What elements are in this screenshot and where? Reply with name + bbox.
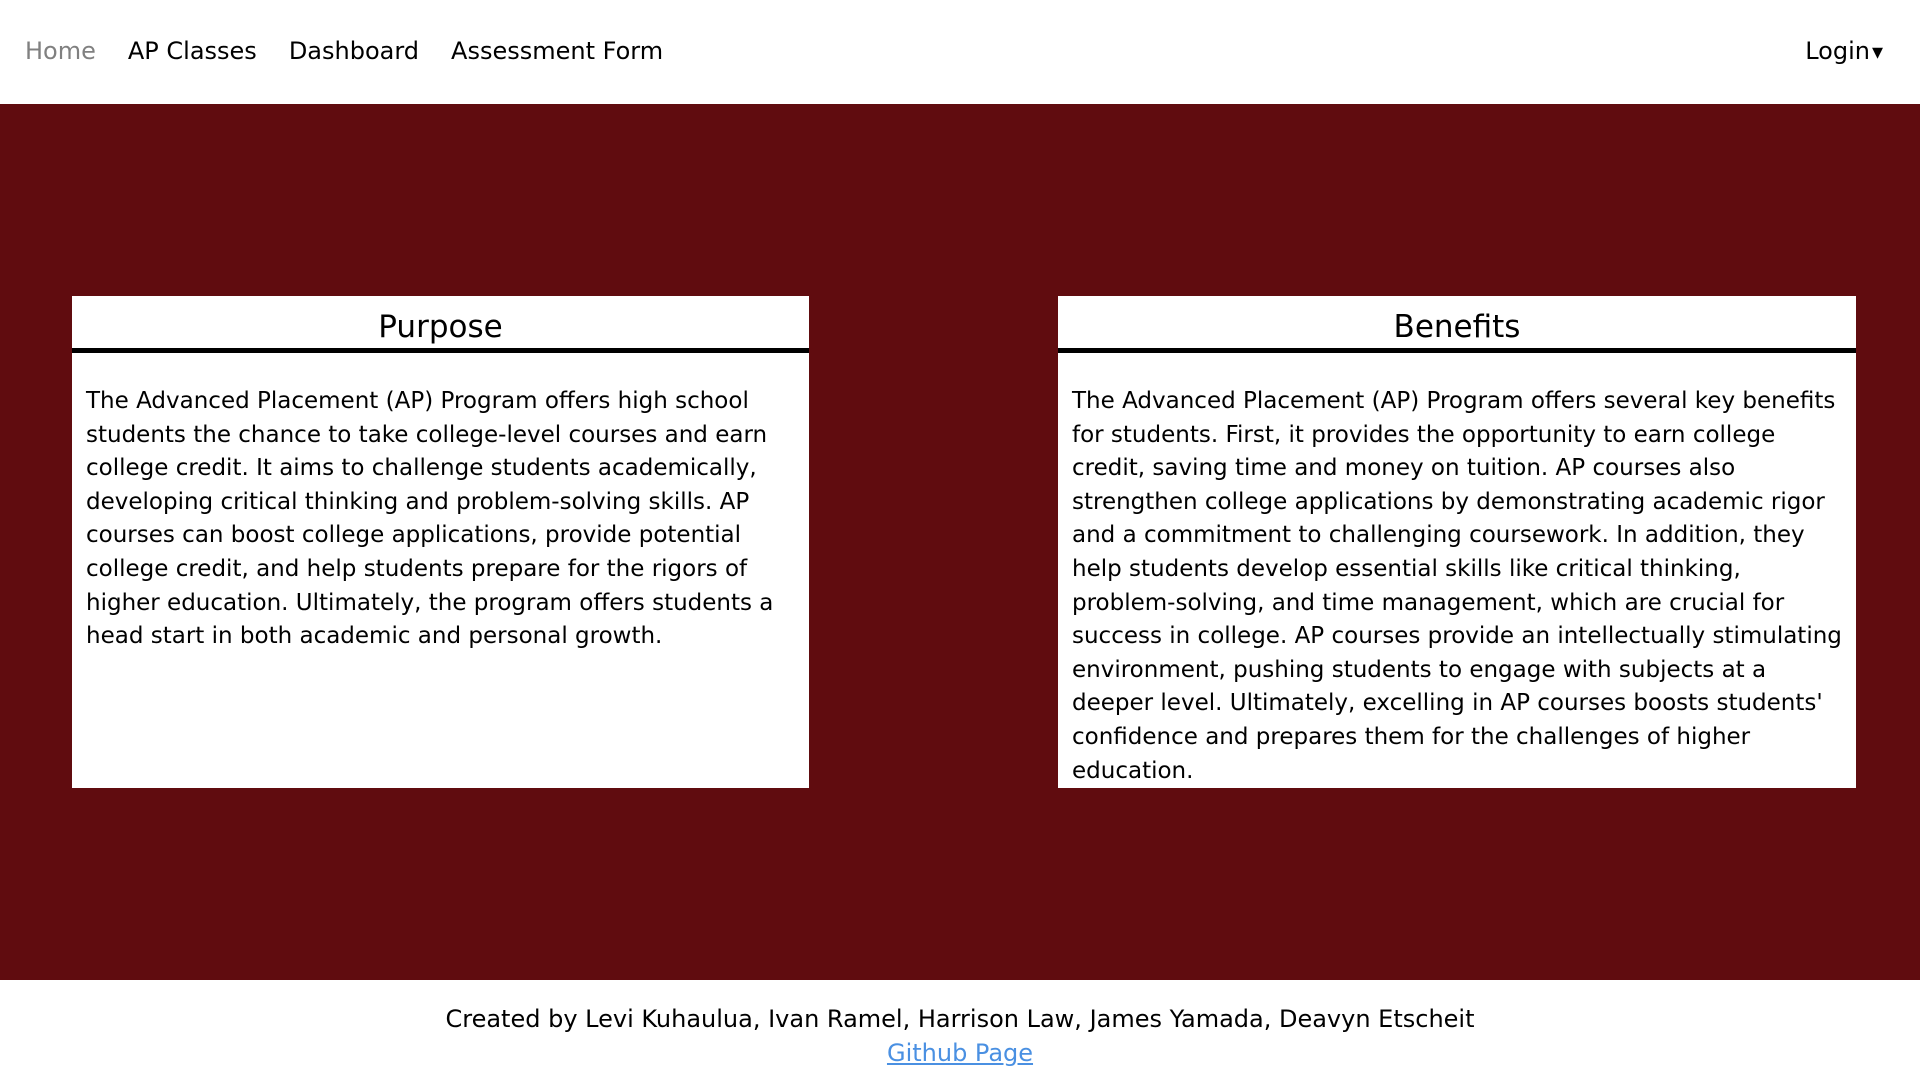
nav-dashboard-link[interactable]: Dashboard (288, 37, 420, 65)
benefits-card-title: Benefits (1058, 296, 1856, 353)
nav-ap-classes-link[interactable]: AP Classes (127, 37, 257, 65)
footer (0, 980, 1920, 1080)
footer-credits: Created by Levi Kuhaulua, Ivan Ramel, Harrison Law, James Yamada, Deavyn Etscheit (445, 1005, 1475, 1033)
purpose-card-body: The Advanced Placement (AP) Program offers high school students the chance to take college-level courses and earn college credit. It aims to challenge students academically, developing critical thinking and problem-solving skills. AP courses can boost college applications, provide potential college credit, and help students prepare for the rigors of higher education. Ultimately, the program offers students a head start in both academic and personal growth. (86, 388, 774, 650)
github-page-link[interactable]: Github Page (886, 1039, 1034, 1067)
benefits-card (1058, 296, 1856, 788)
nav-home-link[interactable]: Home (25, 37, 96, 65)
login-label: Login (1805, 37, 1870, 65)
navbar (0, 0, 1920, 104)
benefits-card-body: The Advanced Placement (AP) Program offers several key benefits for students. First, it provides the opportunity to earn college credit, saving time and money on tuition. AP courses also strengthen college applications by demonstrating academic rigor and a commitment to challenging coursework. In addition, they help students develop essential skills like critical thinking, problem-solving, and time management, which are crucial for success in college. AP courses provide an intellectually stimulating environment, pushing students to engage with subjects at a deeper level. Ultimately, excelling in AP courses boosts students' confidence and prepares them for the challenges of higher education. (1072, 388, 1842, 784)
caret-down-icon: ▾ (1871, 40, 1883, 65)
nav-links (25, 34, 695, 68)
hero-section (0, 104, 1920, 980)
login-dropdown[interactable] (1805, 34, 1883, 70)
purpose-card-title: Purpose (72, 296, 809, 353)
nav-assessment-form-link[interactable]: Assessment Form (451, 37, 664, 65)
purpose-card (72, 296, 809, 788)
